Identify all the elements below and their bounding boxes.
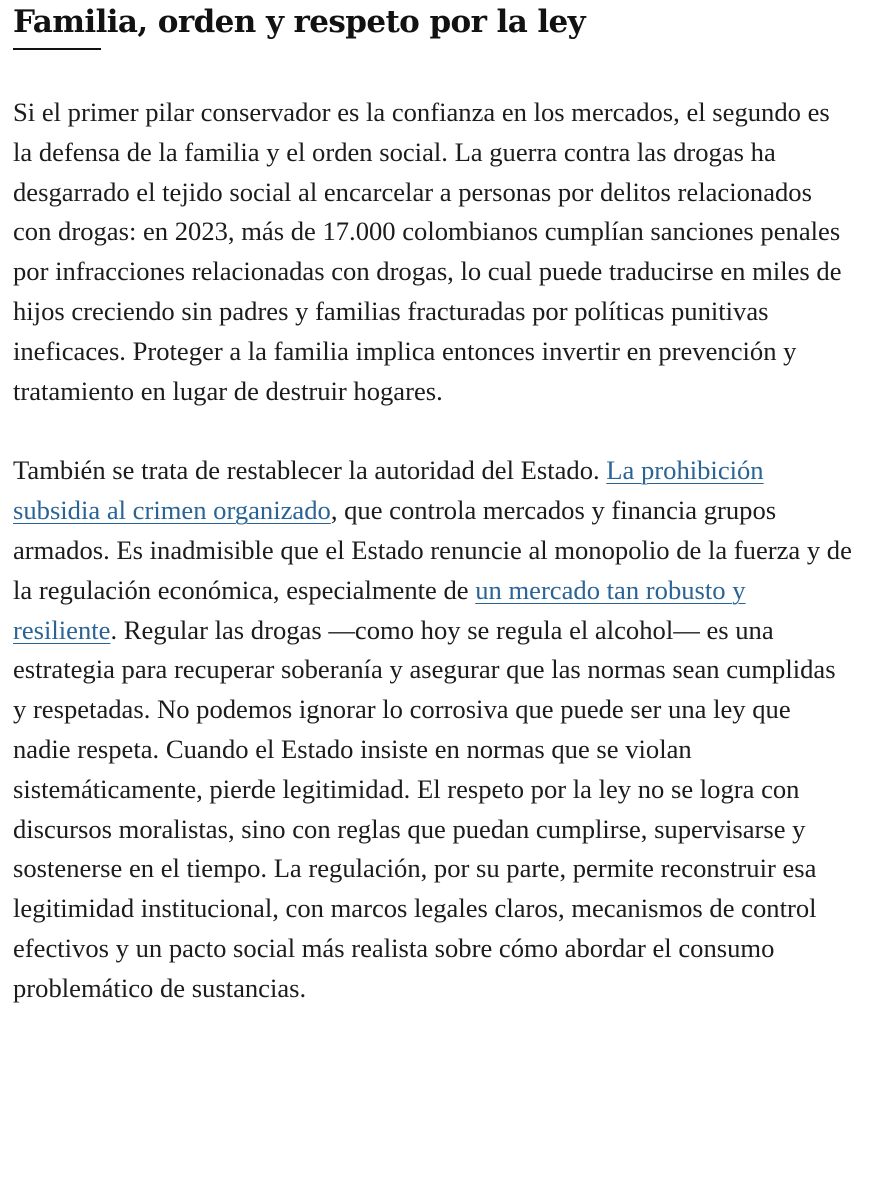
- paragraph-2: [13, 451, 853, 1008]
- section-heading: Familia, orden y respeto por la ley: [13, 4, 586, 40]
- link-mercado-robusto-resiliente[interactable]: un mercado tan robusto y resiliente: [13, 574, 746, 645]
- paragraph-2-text-1: También se trata de restablecer la autoridad del Estado.: [13, 455, 607, 486]
- article-body: [13, 0, 853, 1009]
- paragraph-2-text-2: , que controla mercados y financia grupos armados. Es inadmisible que el Estado renuncie al monopolio de la fuerza y de la regulación económica, especialmente de: [13, 495, 852, 605]
- paragraph-1: Si el primer pilar conservador es la confianza en los mercados, el segundo es la defensa de la familia y el orden social. La guerra contra las drogas ha desgarrado el tejido social al encarcelar a personas por delitos relacionados con drogas: en 2023, más de 17.000 colombianos cumplían sanciones penales por infracciones relacionadas con drogas, lo cual puede traducirse en miles de hijos creciendo sin padres y familias fracturadas por políticas punitivas ineficaces. Proteger a la familia implica entonces invertir en prevención y tratamiento en lugar de destruir hogares.: [13, 97, 842, 406]
- link-prohibicion-crimen-organizado[interactable]: La prohibición subsidia al crimen organizado: [13, 455, 764, 526]
- heading-underline-rule: [13, 48, 101, 50]
- paragraph-2-text-3: . Regular las drogas —como hoy se regula el alcohol— es una estrategia para recuperar soberanía y asegurar que las normas sean cumplidas y respetadas. No podemos ignorar lo corrosiva que puede ser una ley que nadie respeta. Cuando el Estado insiste en normas que se violan sistemáticamente, pierde legitimidad. El respeto por la ley no se logra con discursos moralistas, sino con reglas que puedan cumplirse, supervisarse y sostenerse en el tiempo. La regulación, por su parte, permite reconstruir esa legitimidad institucional, con marcos legales claros, mecanismos de control efectivos y un pacto social más realista sobre cómo abordar el consumo problemático de sustancias.: [13, 614, 836, 1003]
